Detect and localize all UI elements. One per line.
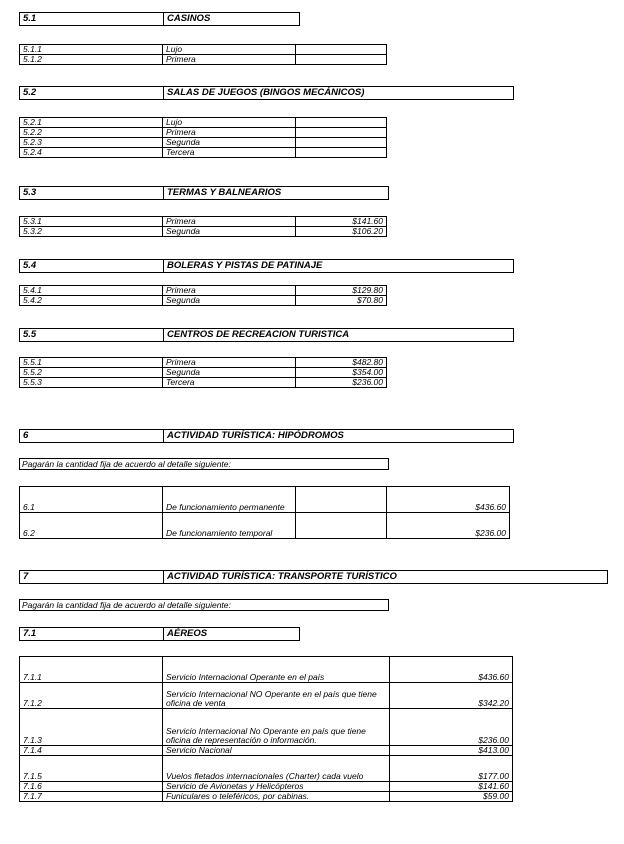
table-row — [20, 782, 513, 792]
price-cell: $354.00 — [296, 368, 387, 378]
table-row — [20, 55, 387, 65]
code-cell: 7.1.4 — [20, 746, 163, 756]
price-cell: $141.60 — [296, 217, 387, 227]
section-number: 5.2 — [23, 87, 37, 98]
price-cell — [296, 128, 387, 138]
category-cell: Lujo — [163, 45, 296, 55]
table-row — [20, 148, 387, 158]
price-cell: $436.60 — [390, 657, 513, 683]
code-cell: 5.4.2 — [20, 296, 163, 306]
code-cell: 6.2 — [20, 513, 163, 539]
section-number: 7.1 — [23, 628, 37, 639]
price-cell: $236.00 — [296, 378, 387, 388]
category-cell: Primera — [163, 128, 296, 138]
section-note: Pagarán la cantidad fija de acuerdo al detalle siguiente: — [19, 458, 389, 470]
section-number: 5.3 — [23, 187, 37, 198]
table-row — [20, 138, 387, 148]
category-cell: Segunda — [163, 368, 296, 378]
code-cell: 7.1.5 — [20, 756, 163, 782]
price-cell — [296, 55, 387, 65]
table-row — [20, 746, 513, 756]
price-cell: $59.00 — [390, 792, 513, 802]
section-title: AÉREOS — [163, 628, 207, 640]
section-number: 5.1 — [23, 13, 37, 24]
table-row — [20, 792, 513, 802]
description-cell: Servicio Nacional — [163, 746, 390, 756]
table-row — [20, 227, 387, 237]
section-header-5-4 — [19, 259, 514, 273]
price-cell: $236.00 — [387, 513, 510, 539]
price-cell: $129.80 — [296, 286, 387, 296]
code-cell: 5.3.1 — [20, 217, 163, 227]
section-note: Pagarán la cantidad fija de acuerdo al detalle siguiente: — [19, 599, 389, 611]
price-cell — [296, 45, 387, 55]
code-cell: 7.1.6 — [20, 782, 163, 792]
table-row — [20, 756, 513, 782]
category-cell: Primera — [163, 286, 296, 296]
price-cell — [296, 148, 387, 158]
table-row — [20, 709, 513, 746]
empty-cell — [296, 513, 387, 539]
price-cell: $482.80 — [296, 358, 387, 368]
code-cell: 7.1.7 — [20, 792, 163, 802]
section-title: SALAS DE JUEGOS (BINGOS MECÁNICOS) — [163, 87, 364, 99]
description-cell: De funcionamiento permanente — [163, 487, 296, 513]
table-row — [20, 657, 513, 683]
code-cell: 7.1.3 — [20, 709, 163, 746]
section-number: 5.5 — [23, 329, 37, 340]
table-5-2 — [19, 117, 387, 158]
section-title: ACTIVIDAD TURÍSTICA: HIPÓDROMOS — [163, 430, 344, 442]
category-cell: Segunda — [163, 227, 296, 237]
table-row — [20, 286, 387, 296]
category-cell: Segunda — [163, 138, 296, 148]
table-row — [20, 487, 510, 513]
description-cell: Servicio de Avionetas y Helicópteros — [163, 782, 390, 792]
category-cell: Tercera — [163, 378, 296, 388]
section-number: 5.4 — [23, 260, 37, 271]
table-row — [20, 128, 387, 138]
empty-cell — [296, 487, 387, 513]
price-cell: $141.60 — [390, 782, 513, 792]
price-cell: $70.80 — [296, 296, 387, 306]
section-header-6 — [19, 429, 514, 443]
category-cell: Lujo — [163, 118, 296, 128]
section-header-7-1 — [19, 627, 300, 641]
code-cell: 5.1.2 — [20, 55, 163, 65]
price-cell: $342.20 — [390, 683, 513, 709]
table-5-5 — [19, 357, 387, 388]
section-header-5-2 — [19, 86, 514, 100]
price-cell — [296, 118, 387, 128]
code-cell: 5.2.1 — [20, 118, 163, 128]
code-cell: 5.1.1 — [20, 45, 163, 55]
code-cell: 5.5.1 — [20, 358, 163, 368]
table-6 — [19, 486, 510, 539]
section-title: CASINOS — [163, 13, 210, 25]
code-cell: 5.3.2 — [20, 227, 163, 237]
category-cell: Segunda — [163, 296, 296, 306]
description-cell: Servicio Internacional NO Operante en el país que tiene oficina de venta — [163, 683, 390, 709]
category-cell: Tercera — [163, 148, 296, 158]
price-cell — [296, 138, 387, 148]
table-row — [20, 296, 387, 306]
code-cell: 5.5.3 — [20, 378, 163, 388]
code-cell: 5.4.1 — [20, 286, 163, 296]
section-title: CENTROS DE RECREACION TURISTICA — [163, 329, 349, 341]
code-cell: 7.1.2 — [20, 683, 163, 709]
section-title: TERMAS Y BALNEARIOS — [163, 187, 281, 199]
code-cell: 5.5.2 — [20, 368, 163, 378]
price-cell: $413.00 — [390, 746, 513, 756]
category-cell: Primera — [163, 358, 296, 368]
description-cell: De funcionamiento temporal — [163, 513, 296, 539]
table-5-1 — [19, 44, 387, 65]
table-row — [20, 368, 387, 378]
code-cell: 5.2.3 — [20, 138, 163, 148]
section-number: 7 — [23, 571, 29, 582]
price-cell: $106.20 — [296, 227, 387, 237]
section-number: 6 — [23, 430, 29, 441]
table-row — [20, 513, 510, 539]
table-row — [20, 118, 387, 128]
table-row — [20, 45, 387, 55]
description-cell: Servicio Internacional No Operante en país que tiene oficina de representación o información. — [163, 709, 390, 746]
code-cell: 6.1 — [20, 487, 163, 513]
code-cell: 7.1.1 — [20, 657, 163, 683]
code-cell: 5.2.4 — [20, 148, 163, 158]
table-5-3 — [19, 216, 387, 237]
category-cell: Primera — [163, 55, 296, 65]
table-5-4 — [19, 285, 387, 306]
section-header-5-3 — [19, 186, 389, 200]
description-cell: Servicio Internacional Operante en el país — [163, 657, 390, 683]
table-row — [20, 683, 513, 709]
category-cell: Primera — [163, 217, 296, 227]
code-cell: 5.2.2 — [20, 128, 163, 138]
table-7-1 — [19, 656, 513, 802]
section-title: BOLERAS Y PISTAS DE PATINAJE — [163, 260, 322, 272]
table-row — [20, 378, 387, 388]
section-header-5-5 — [19, 328, 514, 342]
section-header-7 — [19, 570, 608, 584]
section-title: ACTIVIDAD TURÍSTICA: TRANSPORTE TURÍSTICO — [163, 571, 397, 583]
table-row — [20, 217, 387, 227]
price-cell: $436.60 — [387, 487, 510, 513]
description-cell: Funiculares o teleféricos, por cabinas. — [163, 792, 390, 802]
price-cell: $177.00 — [390, 756, 513, 782]
description-cell: Vuelos fletados internacionales (Charter) cada vuelo — [163, 756, 390, 782]
table-row — [20, 358, 387, 368]
section-header-5-1 — [19, 12, 300, 26]
price-cell: $236.00 — [390, 709, 513, 746]
